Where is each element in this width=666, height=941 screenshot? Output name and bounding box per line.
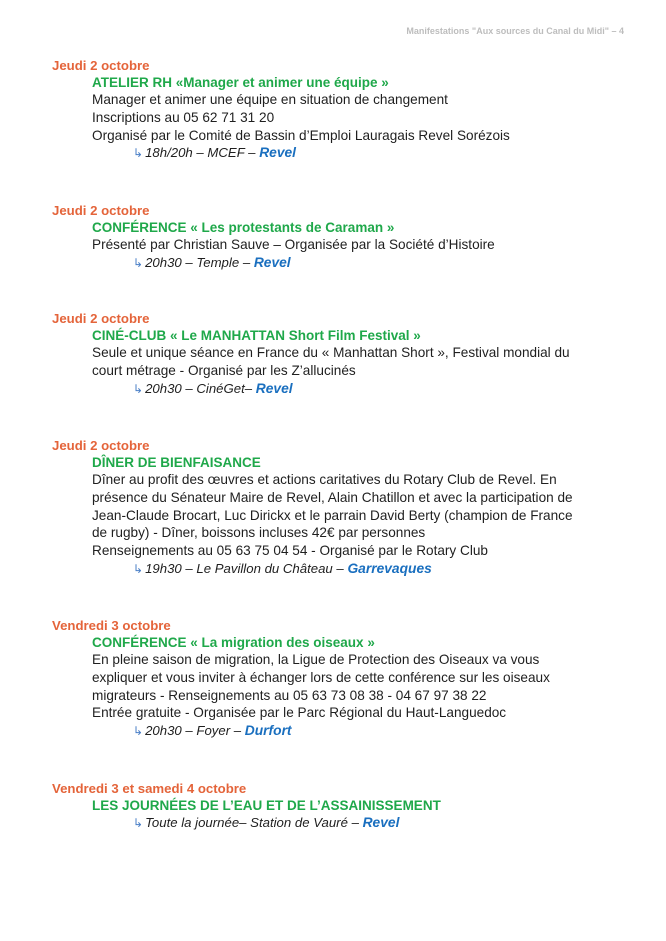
page-header: Manifestations "Aux sources du Canal du Midi" – 4 [406, 26, 624, 36]
event-text: Dîner au profit des œuvres et actions caritatives du Rotary Club de Revel. En [92, 472, 557, 487]
event-place: Revel [259, 145, 297, 161]
event-text: Entrée gratuite - Organisée par le Parc Régional du Haut-Languedoc [92, 705, 507, 721]
event-info [133, 380, 627, 399]
event-block [52, 780, 627, 833]
event-block [52, 310, 627, 398]
arrow-icon: ↳ [133, 146, 144, 161]
arrow-icon: ↳ [133, 816, 144, 830]
event-info [133, 814, 627, 833]
event-date: Jeudi 2 octobre [52, 438, 150, 453]
event-time-venue: 18h/20h – MCEF – [145, 145, 256, 161]
event-time-venue: 20h30 – Foyer – [145, 723, 242, 739]
event-text: Organisé par le Comité de Bassin d’Emploi Lauragais Revel Sorézois [92, 127, 510, 143]
event-title: CONFÉRENCE « Les protestants de Caraman » [92, 220, 395, 235]
event-text: En pleine saison de migration, la Ligue de Protection des Oiseaux va vous [92, 652, 540, 667]
event-time-venue: 19h30 – Le Pavillon du Château – [145, 560, 344, 576]
arrow-icon: ↳ [133, 255, 144, 270]
event-date: Vendredi 3 octobre [52, 618, 171, 633]
event-text: Manager et animer une équipe en situation de changement [92, 92, 448, 107]
event-time-venue: Toute la journée– Station de Vauré – [145, 815, 359, 830]
event-title: DÎNER DE BIENFAISANCE [92, 455, 261, 470]
event-time-venue: 20h30 – CinéGet– [145, 380, 253, 396]
event-text: migrateurs - Renseignements au 05 63 73 08 38 - 04 67 97 38 22 [92, 687, 487, 703]
event-title: LES JOURNÉES DE L’EAU ET DE L’ASSAINISSEMENT [92, 798, 441, 813]
arrow-icon: ↳ [133, 381, 144, 396]
event-date: Jeudi 2 octobre [52, 203, 150, 218]
event-text: Seule et unique séance en France du « Manhattan Short », Festival mondial du [92, 345, 570, 360]
event-info [133, 560, 627, 579]
event-block [52, 202, 627, 273]
event-info [133, 144, 627, 163]
event-info [133, 254, 627, 273]
event-text: expliquer et vous inviter à échanger lors de cette conférence sur les oiseaux [92, 669, 550, 685]
event-place: Durfort [244, 723, 292, 739]
event-place: Revel [362, 815, 400, 830]
event-text: court métrage - Organisé par les Z’allucinés [92, 362, 356, 378]
event-text: Jean-Claude Brocart, Luc Dirickx et le parrain David Berty (champion de France [92, 507, 573, 523]
event-text: présence du Sénateur Maire de Revel, Alain Chatillon et avec la participation de [92, 489, 573, 505]
event-place: Revel [253, 254, 291, 270]
event-text: Présenté par Christian Sauve – Organisée par la Société d’Histoire [92, 237, 495, 252]
event-info [133, 722, 627, 741]
arrow-icon: ↳ [133, 724, 144, 739]
event-title: CINÉ-CLUB « Le MANHATTAN Short Film Festival » [92, 328, 421, 343]
event-time-venue: 20h30 – Temple – [145, 254, 251, 270]
event-place: Garrevaques [347, 560, 432, 576]
arrow-icon: ↳ [133, 561, 144, 576]
event-place: Revel [255, 380, 293, 396]
event-block [52, 437, 627, 579]
event-block [52, 57, 627, 163]
event-date: Jeudi 2 octobre [52, 311, 150, 326]
event-text: de rugby) - Dîner, boissons incluses 42€ par personnes [92, 525, 426, 541]
event-date: Jeudi 2 octobre [52, 58, 150, 73]
event-block [52, 617, 627, 741]
event-date: Vendredi 3 et samedi 4 octobre [52, 781, 247, 796]
event-title: ATELIER RH «Manager et animer une équipe » [92, 75, 389, 90]
event-text: Inscriptions au 05 62 71 31 20 [92, 109, 275, 125]
event-title: CONFÉRENCE « La migration des oiseaux » [92, 635, 375, 650]
event-text: Renseignements au 05 63 75 04 54 - Organisé par le Rotary Club [92, 543, 488, 559]
